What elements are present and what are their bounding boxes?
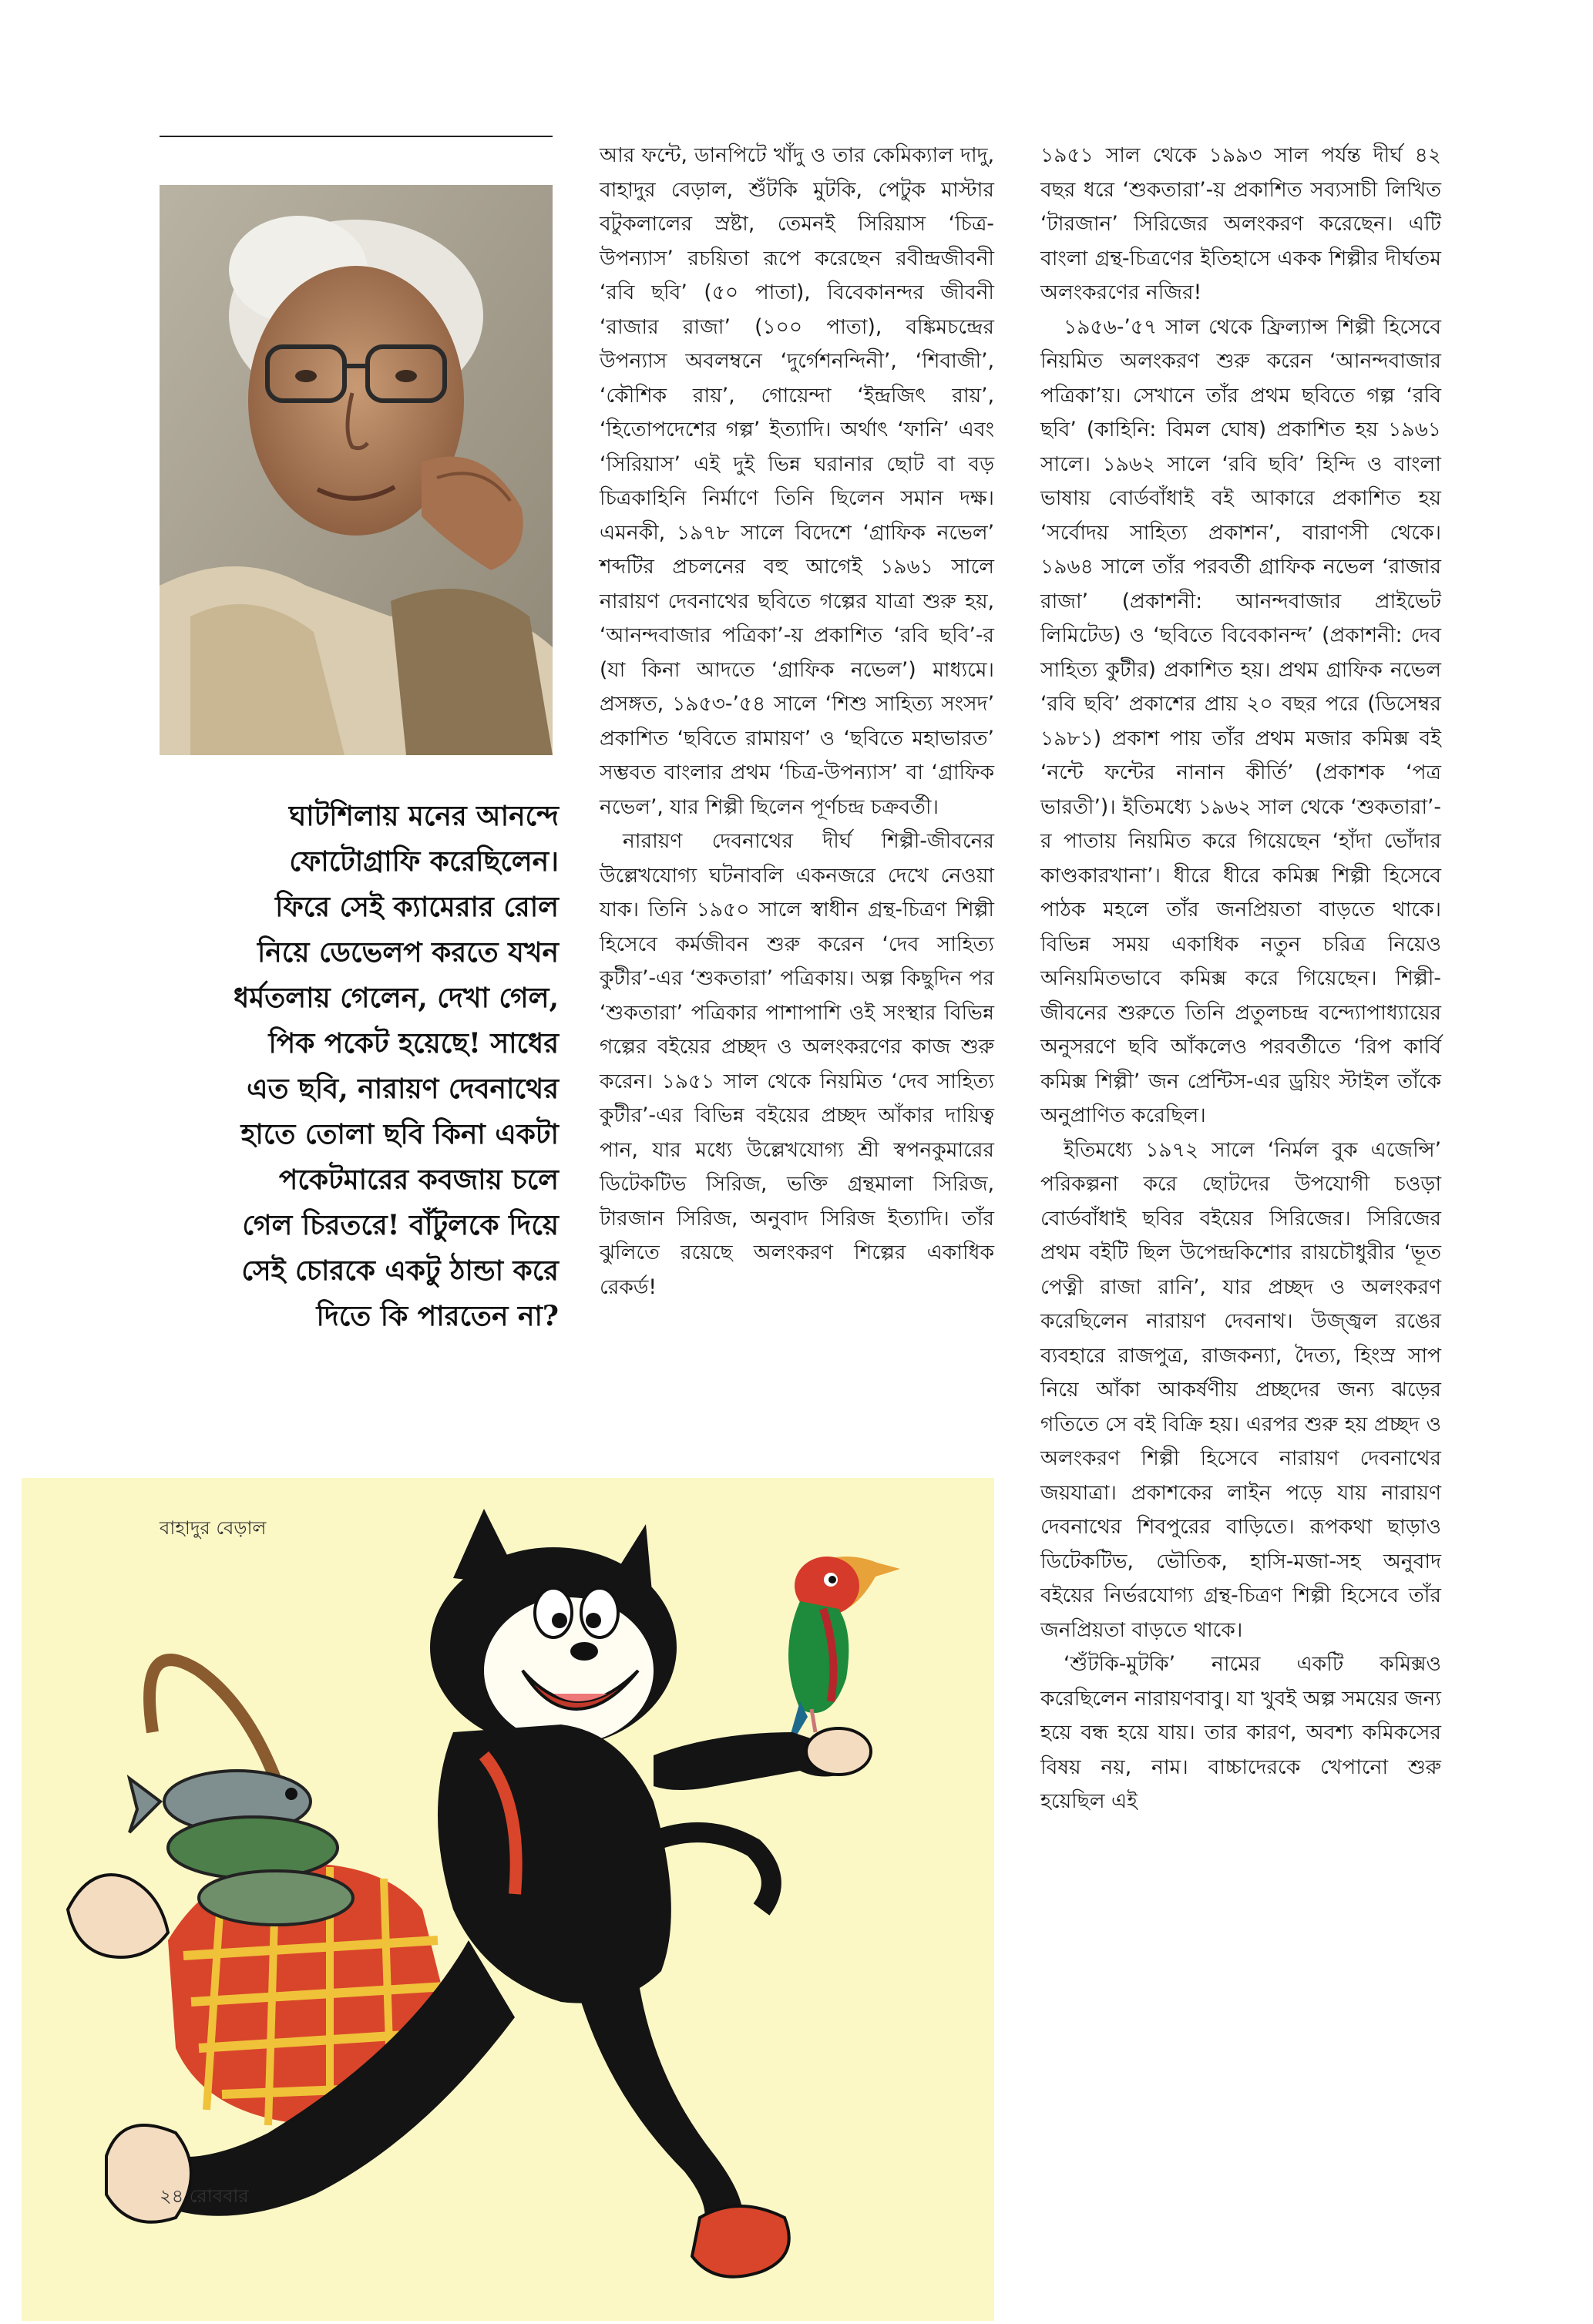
page-footer: ২৪ রোববার bbox=[160, 2185, 249, 2207]
pull-quote-line: ধর্মতলায় গেলেন, দেখা গেল, bbox=[234, 982, 559, 1014]
body-paragraph: আর ফন্টে, ডানপিটে খাঁদু ও তার কেমিক্যাল দাদু, বাহাদুর বেড়াল, শুঁটকি মুটকি, পেটুক মাস্টার বটুকলালের স্রষ্টা, তেমনই সিরিয়াস ‘চিত্র-উপন্যাস’ রচয়িতা রূপে করেছেন রবীন্দ্রজীবনী ‘রবি ছবি’ (৫০ পাতা), বিবেকানন্দর জীবনী ‘রাজার রাজা’ (১০০ পাতা), বঙ্কিমচন্দ্রের উপন্যাস অবলম্বনে ‘দুর্গেশনন্দিনী’, ‘শিবাজী’, ‘কৌশিক রায়’, গোয়েন্দা ‘ইন্দ্রজিৎ রায়’, ‘হিতোপদেশের গল্প’ ইত্যাদি। অর্থাৎ ‘ফানি’ এবং ‘সিরিয়াস’ এই দুই ভিন্ন ঘরানার ছোট বা বড় চিত্রকাহিনি নির্মাণে তিনি ছিলেন সমান দক্ষ। এমনকী, ১৯৭৮ সালে বিদেশে ‘গ্রাফিক নভেল’ শব্দটির প্রচলনের বহু আগেই ১৯৬১ সালে নারায়ণ দেবনাথের ছবিতে গল্পের যাত্রা শুরু হয়, ‘আনন্দবাজার পত্রিকা’-য় প্রকাশিত ‘রবি ছবি’-র (যা কিনা আদতে ‘গ্রাফিক নভেল’) মাধ্যমে। প্রসঙ্গত, ১৯৫৩-’৫৪ সালে ‘শিশু সাহিত্য সংসদ’ প্রকাশিত ‘ছবিতে রামায়ণ’ ও ‘ছবিতে মহাভারত’ সম্ভবত বাংলার প্রথম ‘চিত্র-উপন্যাস’ বা ‘গ্রাফিক নভেল’, যার শিল্পী ছিলেন পূর্ণচন্দ্র চক্রবর্তী। bbox=[600, 143, 994, 819]
cat-head bbox=[430, 1509, 677, 1748]
article-column-right bbox=[1040, 139, 1441, 1819]
pull-quote-line: ফোটোগ্রাফি করেছিলেন। bbox=[289, 845, 559, 878]
body-paragraph: ১৯৫১ সাল থেকে ১৯৯৩ সাল পর্যন্ত দীর্ঘ ৪২ বছর ধরে ‘শুকতারা’-য় প্রকাশিত সব্যসাচী লিখিত ‘টারজান’ সিরিজের অলংকরণ করেছেন। এটি বাংলা গ্রন্থ-চিত্রণের ইতিহাসে একক শিল্পীর দীর্ঘতম অলংকরণের নজির! bbox=[1040, 143, 1441, 304]
pull-quote-line: এত ছবি, নারায়ণ দেবনাথের bbox=[247, 1073, 559, 1105]
pull-quote-line: দিতে কি পারতেন না? bbox=[316, 1300, 559, 1332]
pull-quote-line: ঘাটশিলায় মনের আনন্দে bbox=[288, 800, 559, 832]
pull-quote-line: হাতে তোলা ছবি কিনা একটা bbox=[240, 1118, 559, 1150]
article-column-middle bbox=[600, 139, 994, 1305]
pull-quote bbox=[158, 794, 559, 1339]
pull-quote-line: পিক পকেট হয়েছে! সাধের bbox=[268, 1027, 559, 1060]
body-paragraph: ইতিমধ্যে ১৯৭২ সালে ‘নির্মল বুক এজেন্সি’ পরিকল্পনা করে ছোটদের উপযোগী চওড়া বোর্ডবাঁধাই ছবির বইয়ের সিরিজের। সিরিজের প্রথম বইটি ছিল উপেন্দ্রকিশোর রায়চৌধুরীর ‘ভূত পেত্নী রাজা রানি’, যার প্রচ্ছদ ও অলংকরণ করেছিলেন নারায়ণ দেবনাথ। উজ্জ্বল রঙের ব্যবহারে রাজপুত্র, রাজকন্যা, দৈত্য, হিংস্র সাপ নিয়ে আঁকা আকর্ষণীয় প্রচ্ছদের জন্য ঝড়ের গতিতে সে বই বিক্রি হয়। এরপর শুরু হয় প্রচ্ছদ ও অলংকরণ শিল্পী হিসেবে নারায়ণ দেবনাথের জয়যাত্রা। প্রকাশকের লাইন পড়ে যায় নারায়ণ দেবনাথের শিবপুরের বাড়িতে। রূপকথা ছাড়াও ডিটেকটিভ, ভৌতিক, হাসি-মজা-সহ অনুবাদ বইয়ের নির্ভরযোগ্য গ্রন্থ-চিত্রণ শিল্পী হিসেবে তাঁর জনপ্রিয়তা বাড়তে থাকে। bbox=[1040, 1137, 1441, 1642]
portrait-photo bbox=[160, 185, 553, 755]
pull-quote-line: পকেটমারের কবজায় চলে bbox=[278, 1164, 559, 1196]
pull-quote-line: ফিরে সেই ক্যামেরার রোল bbox=[275, 891, 559, 923]
illustration-caption: বাহাদুর বেড়াল bbox=[160, 1517, 267, 1539]
pull-quote-line: সেই চোরকে একটু ঠান্ডা করে bbox=[241, 1254, 559, 1287]
top-rule bbox=[160, 136, 553, 137]
pull-quote-line: গেল চিরতরে! বাঁটুলকে দিয়ে bbox=[242, 1209, 559, 1241]
body-paragraph: ‘শুঁটকি-মুটকি’ নামের একটি কমিক্সও করেছিলেন নারায়ণবাবু। যা খুবই অল্প সময়ের জন্য হয়ে বন্ধ হয়ে যায়। তার কারণ, অবশ্য কমিকসের বিষয় নয়, নাম। বাচ্চাদেরকে খেপানো শুরু হয়েছিল এই bbox=[1040, 1652, 1441, 1813]
pull-quote-line: নিয়ে ডেভেলপ করতে যখন bbox=[257, 936, 559, 969]
bird-icon bbox=[785, 1557, 900, 1755]
body-paragraph: ১৯৫৬-’৫৭ সাল থেকে ফ্রিল্যান্স শিল্পী হিসেবে নিয়মিত অলংকরণ শুরু করেন ‘আনন্দবাজার পত্রিকা’য়। সেখানে তাঁর প্রথম ছবিতে গল্প ‘রবি ছবি’ (কাহিনি: বিমল ঘোষ) প্রকাশিত হয় ১৯৬১ সালে। ১৯৬২ সালে ‘রবি ছবি’ হিন্দি ও বাংলা ভাষায় বোর্ডবাঁধাই বই আকারে প্রকাশিত হয় ‘সর্বোদয় সাহিত্য প্রকাশন’, বারাণসী থেকে। ১৯৬৪ সালে তাঁর পরবর্তী গ্রাফিক নভেল ‘রাজার রাজা’ (প্রকাশনী: আনন্দবাজার প্রাইভেট লিমিটেড) ও ‘ছবিতে বিবেকানন্দ’ (প্রকাশনী: দেব সাহিত্য কুটীর) প্রকাশিত হয়। প্রথম গ্রাফিক নভেল ‘রবি ছবি’ প্রকাশের প্রায় ২০ বছর পরে (ডিসেম্বর ১৯৮১) প্রকাশ পায় তাঁর প্রথম মজার কমিক্স বই ‘নন্টে ফন্টের নানান কীর্তি’ (প্রকাশক ‘পত্র ভারতী’)। ইতিমধ্যে ১৯৬২ সাল থেকে ‘শুকতারা’-র পাতায় নিয়মিত করে গিয়েছেন ‘হাঁদা ভোঁদার কাণ্ডকারখানা’। ধীরে ধীরে কমিক্স শিল্পী হিসেবে পাঠক মহলে তাঁর জনপ্রিয়তা বাড়তে থাকে। বিভিন্ন সময় একাধিক নতুন চরিত্র নিয়েও অনিয়মিতভাবে কমিক্স করে গিয়েছেন। শিল্পী-জীবনের শুরুতে তিনি প্রতুলচন্দ্র বন্দ্যোপাধ্যায়ের অনুসরণে ছবি আঁকলেও পরবর্তীতে ‘রিপ কার্বি কমিক্স শিল্পী’ জন প্রেন্টিস-এর ড্রয়িং স্টাইল তাঁকে অনুপ্রাণিত করেছিল। bbox=[1040, 314, 1441, 1127]
body-paragraph: নারায়ণ দেবনাথের দীর্ঘ শিল্পী-জীবনের উল্লেখযোগ্য ঘটনাবলি একনজরে দেখে নেওয়া যাক। তিনি ১৯৫০ সালে স্বাধীন গ্রন্থ-চিত্রণ শিল্পী হিসেবে কর্মজীবন শুরু করেন ‘দেব সাহিত্য কুটীর’-এর ‘শুকতারা’ পত্রিকায়। অল্প কিছুদিন পর ‘শুকতারা’ পত্রিকার পাশাপাশি ওই সংস্থার বিভিন্ন গল্পের বইয়ের প্রচ্ছদ ও অলংকরণের কাজ শুরু করেন। ১৯৫১ সাল থেকে নিয়মিত ‘দেব সাহিত্য কুটীর’-এর বিভিন্ন বইয়ের প্রচ্ছদ আঁকার দায়িত্ব পান, যার মধ্যে উল্লেখযোগ্য শ্রী স্বপনকুমারের ডিটেকটিভ সিরিজ, ভক্তি গ্রন্থমালা সিরিজ, টারজান সিরিজ, অনুবাদ সিরিজ ইত্যাদি। তাঁর ঝুলিতে রয়েছে অলংকরণ শিল্পের একাধিক রেকর্ড! bbox=[600, 829, 994, 1299]
